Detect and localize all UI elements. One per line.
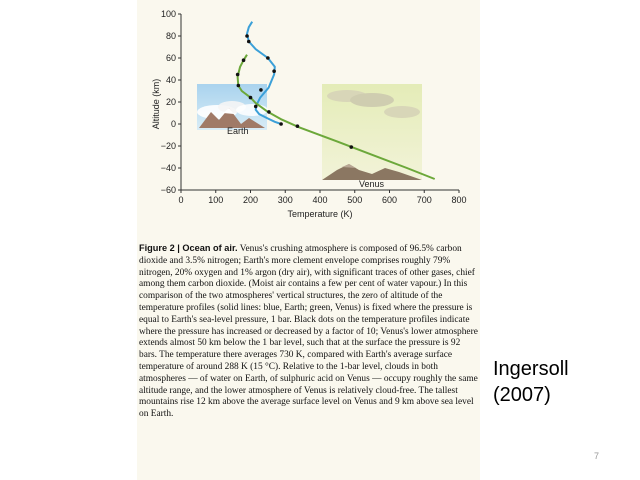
x-tick-label: 700 [416, 195, 432, 205]
y-tick-label: −60 [160, 185, 176, 195]
x-tick-label: 300 [277, 195, 293, 205]
earth-label: Earth [227, 126, 249, 136]
pressure-dot-venus [237, 84, 241, 88]
y-tick-label: 0 [170, 119, 176, 129]
pressure-dot-venus [349, 145, 353, 149]
pressure-dot-earth [279, 122, 283, 126]
x-tick-label: 500 [347, 195, 363, 205]
pressure-dot-earth [259, 88, 263, 92]
y-tick-label: 20 [165, 97, 176, 107]
pressure-dot-venus [242, 58, 246, 62]
caption-heading: Figure 2 | Ocean of air. [139, 243, 238, 253]
pressure-dot-earth [254, 105, 258, 109]
pressure-dot-earth [247, 40, 251, 44]
x-tick-label: 0 [178, 195, 184, 205]
pressure-dot-earth [266, 56, 270, 60]
pressure-dot-earth [272, 69, 276, 73]
y-tick-label: 40 [165, 75, 176, 85]
citation-year: (2007) [493, 384, 551, 406]
y-tick-label: 80 [165, 31, 176, 41]
y-tick-label: 100 [160, 9, 176, 19]
x-tick-label: 100 [208, 195, 224, 205]
y-axis-title: Altitude (km) [151, 78, 161, 130]
x-tick-label: 400 [312, 195, 328, 205]
slide-number: 7 [594, 451, 600, 461]
y-tick-label: −20 [160, 141, 176, 151]
y-tick-label: −40 [160, 163, 176, 173]
figure-caption [139, 243, 479, 421]
x-tick-label: 600 [381, 195, 398, 205]
venus-scene-illustration [322, 84, 422, 180]
pressure-dot-venus [296, 124, 300, 128]
x-tick-label: 200 [242, 195, 259, 205]
x-tick-label: 800 [451, 195, 467, 205]
x-axis-title: Temperature (K) [287, 209, 353, 219]
citation [493, 356, 569, 408]
y-tick-label: 60 [165, 53, 176, 63]
temperature-altitude-chart [137, 0, 480, 235]
pressure-dot-venus [267, 110, 271, 114]
venus-label: Venus [359, 179, 385, 189]
caption-body: Venus's crushing atmosphere is composed of 96.5% carbon dioxide and 3.5% nitrogen; Earth's more clement envelope comprises roughly 79% nitrogen, 20% oxygen and 1% argon (dry air), with significant traces of other gases, chief among them carbon dioxide. (Moist air contains a few per cent of water vapour.) In this comparison of the two atmospheres' vertical structures, the zero of altitude of the temperature profiles (solid lines: blue, Earth; green, Venus) is fixed where the pressure is equal to Earth's sea-level pressure, 1 bar. Black dots on the temperature profiles indicate where the pressure has increased or decreased by a factor of 10; Venus's lower atmosphere extends almost 50 km below the 1 bar level, such that at the surface the pressure is 92 bars. The temperature there averages 730 K, compared with Earth's average surface temperature of around 288 K (15 °C). Relative to the 1-bar level, clouds in both atmospheres — of water on Earth, of sulphuric acid on Venus — occupy roughly the same altitude range, and the lower atmosphere of Venus is relatively cloud-free. The tallest mountains rise 12 km above the average surface level on Venus and 9 km above sea level on Earth. [139, 244, 478, 420]
pressure-dot-venus [249, 96, 253, 100]
citation-author: Ingersoll [493, 358, 569, 380]
pressure-dot-earth [245, 34, 249, 38]
pressure-dot-venus [236, 73, 240, 77]
